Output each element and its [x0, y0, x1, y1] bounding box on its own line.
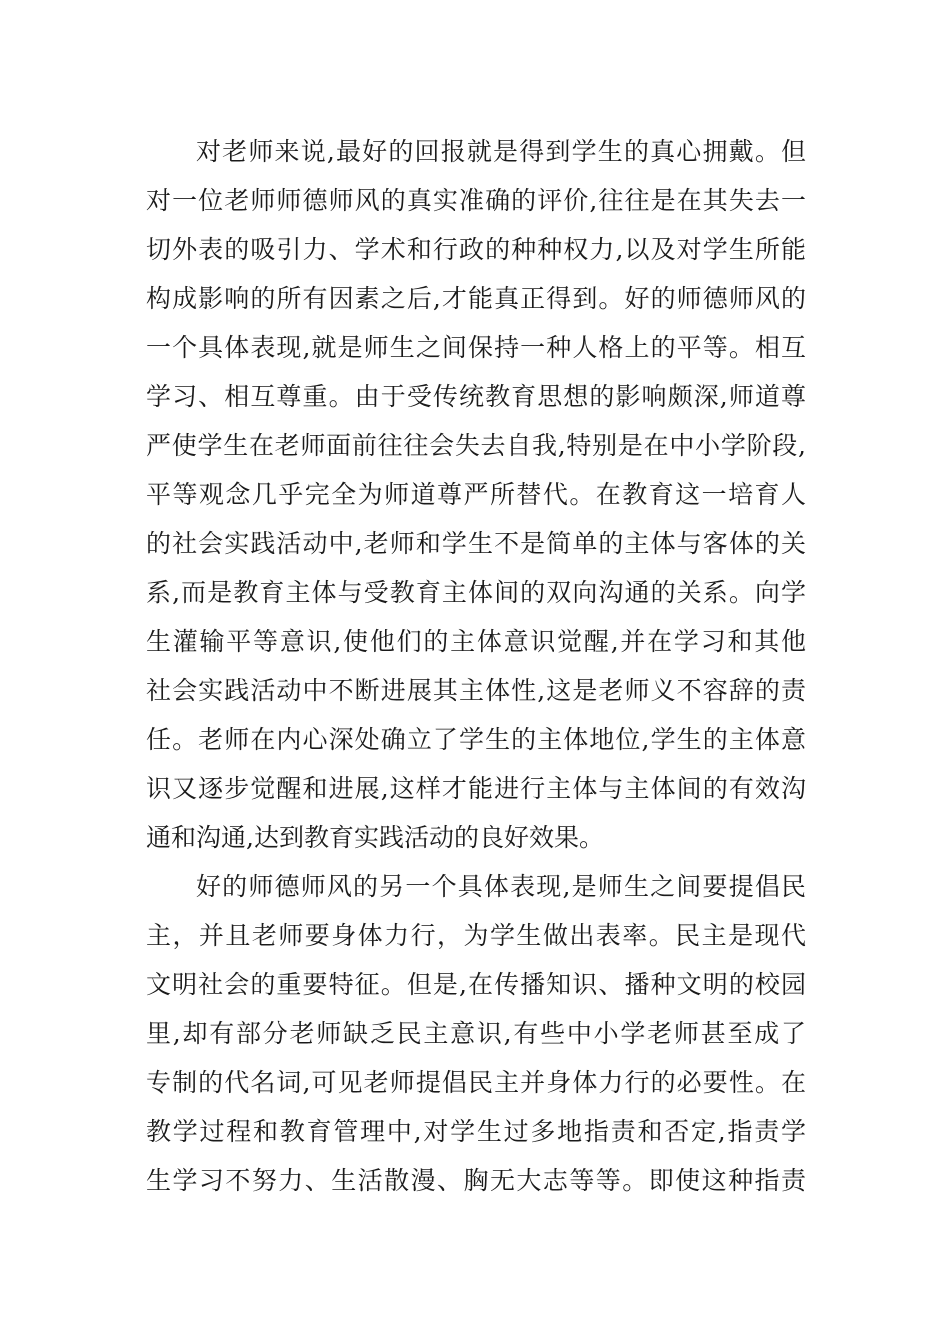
paragraph-line: 社会实践活动中不断进展其主体性,这是老师义不容辞的责	[146, 676, 806, 705]
paragraph-line: 里,却有部分老师缺乏民主意识,有些中小学老师甚至成了	[146, 1019, 806, 1048]
paragraph-line: 生灌输平等意识,使他们的主体意识觉醒,并在学习和其他	[146, 627, 806, 656]
paragraph-line: 任。老师在内心深处确立了学生的主体地位,学生的主体意	[146, 725, 806, 754]
paragraph-line: 通和沟通,达到教育实践活动的良好效果。	[146, 823, 604, 852]
paragraph-line: 构成影响的所有因素之后,才能真正得到。好的师德师风的	[146, 284, 806, 313]
document-body	[146, 127, 806, 1205]
paragraph-line: 一个具体表现,就是师生之间保持一种人格上的平等。相互	[146, 333, 806, 362]
paragraph-line: 教学过程和教育管理中,对学生过多地指责和否定,指责学	[146, 1117, 806, 1146]
paragraph-line: 专制的代名词,可见老师提倡民主并身体力行的必要性。在	[146, 1068, 806, 1097]
paragraph-line: 识又逐步觉醒和进展,这样才能进行主体与主体间的有效沟	[146, 774, 806, 803]
paragraph-line: 的社会实践活动中,老师和学生不是简单的主体与客体的关	[146, 529, 806, 558]
paragraph-1	[146, 127, 806, 862]
paragraph-line: 主，并且老师要身体力行，为学生做出表率。民主是现代	[146, 921, 806, 950]
paragraph-line: 对一位老师师德师风的真实准确的评价,往往是在其失去一	[146, 186, 806, 215]
paragraph-line: 生学习不努力、生活散漫、胸无大志等等。即使这种指责	[146, 1166, 806, 1195]
paragraph-line: 系,而是教育主体与受教育主体间的双向沟通的关系。向学	[146, 578, 806, 607]
paragraph-line: 学习、相互尊重。由于受传统教育思想的影响颇深,师道尊	[146, 382, 806, 411]
paragraph-line: 切外表的吸引力、学术和行政的种种权力,以及对学生所能	[146, 235, 806, 264]
paragraph-line: 严使学生在老师面前往往会失去自我,特别是在中小学阶段,	[146, 431, 806, 460]
paragraph-line: 好的师德师风的另一个具体表现,是师生之间要提倡民	[196, 872, 806, 901]
paragraph-line: 文明社会的重要特征。但是,在传播知识、播种文明的校园	[146, 970, 806, 999]
paragraph-2	[146, 862, 806, 1205]
paragraph-line: 平等观念几乎完全为师道尊严所替代。在教育这一培育人	[146, 480, 806, 509]
paragraph-line: 对老师来说,最好的回报就是得到学生的真心拥戴。但	[196, 137, 806, 166]
